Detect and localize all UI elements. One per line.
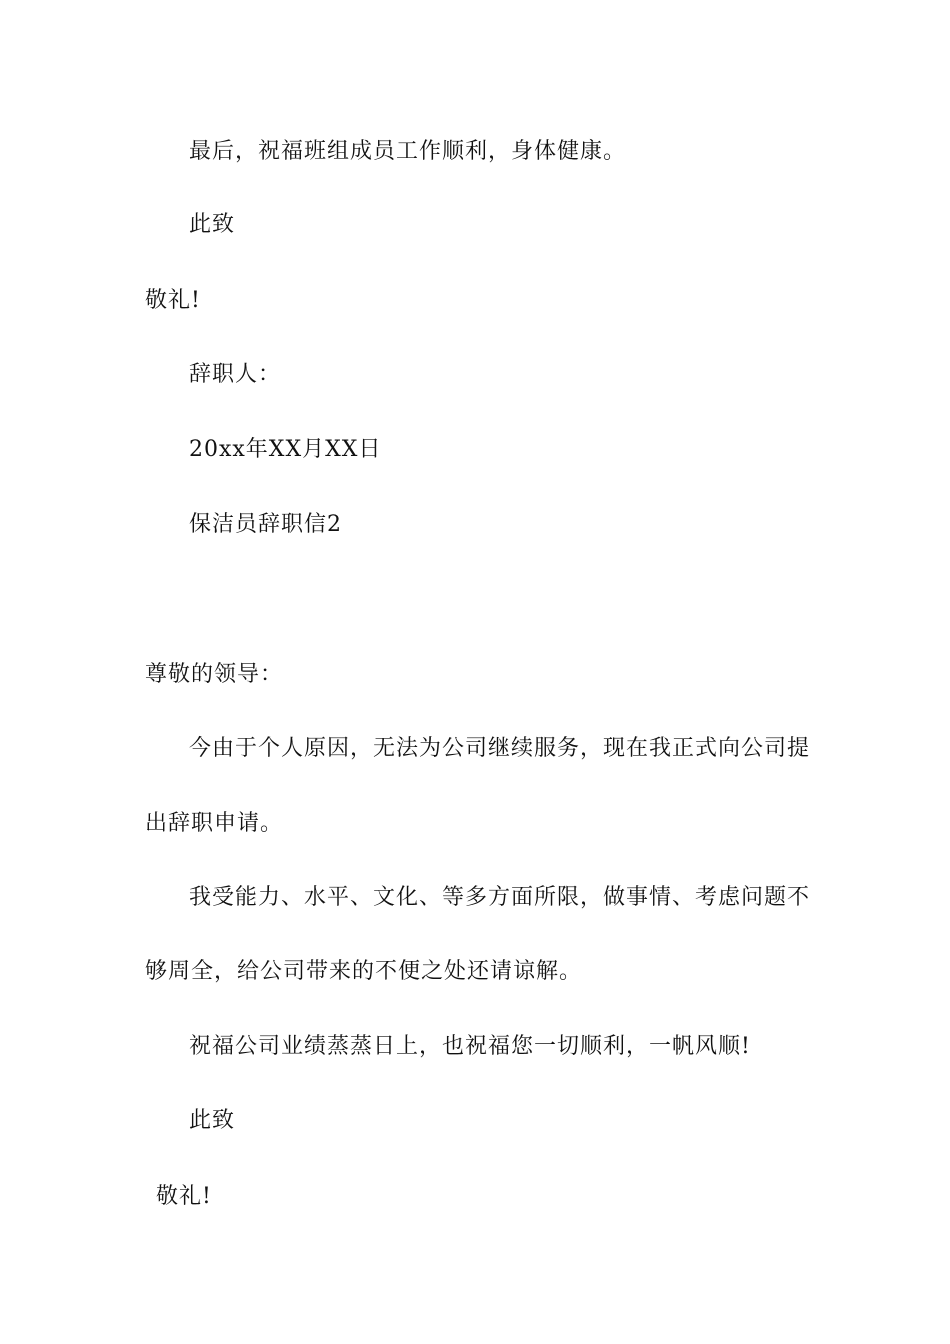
body-paragraph-3: 祝福公司业绩蒸蒸日上，也祝福您一切顺利，一帆风顺! (189, 1034, 751, 1059)
salutation-cizhi-2: 此致 (189, 1108, 236, 1133)
section-title: 保洁员辞职信2 (189, 512, 342, 537)
greeting-line: 尊敬的领导： (145, 662, 284, 687)
salutation-cizhi: 此致 (189, 212, 236, 237)
closing-wish-line: 最后，祝福班组成员工作顺利，身体健康。 (189, 139, 627, 164)
body-paragraph-2-line-1: 我受能力、水平、文化、等多方面所限，做事情、考虑问题不 (189, 885, 811, 910)
body-paragraph-1-line-1: 今由于个人原因，无法为公司继续服务，现在我正式向公司提 (189, 736, 811, 761)
body-paragraph-1-line-2: 出辞职申请。 (145, 811, 284, 836)
resigner-label: 辞职人： (189, 362, 282, 387)
salutation-jingli-2: 敬礼! (156, 1184, 212, 1209)
salutation-jingli: 敬礼! (145, 288, 201, 313)
date-line: 20xx年XX月XX日 (189, 437, 382, 462)
body-paragraph-2-line-2: 够周全，给公司带来的不便之处还请谅解。 (145, 959, 583, 984)
